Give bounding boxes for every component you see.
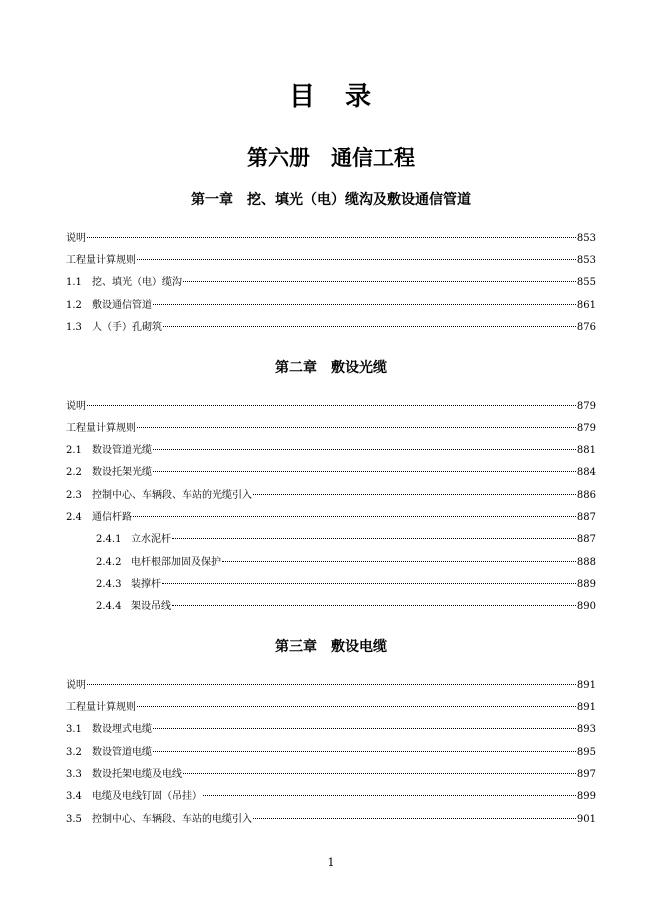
toc-entry-label: 数设管道光缆: [92, 445, 152, 456]
toc-entry-label: 数设埋式电缆: [92, 724, 152, 735]
toc-entry-page: 889: [576, 579, 596, 590]
dot-leader: [153, 449, 576, 450]
toc-entry-label: 说明: [66, 401, 86, 412]
toc-entry-page: 901: [576, 814, 596, 825]
toc-entry-number: 2.3: [66, 490, 82, 501]
toc-entry-page: 897: [576, 769, 596, 780]
toc-entry-number: 3.2: [66, 747, 82, 758]
page-number: 1: [327, 856, 335, 869]
dot-leader: [172, 605, 576, 606]
dot-leader: [87, 237, 576, 238]
toc-entry-label: 数设托架电缆及电线: [92, 769, 182, 780]
dot-leader: [137, 706, 576, 707]
toc-entry-page: 887: [576, 534, 596, 545]
toc-entry-page: 890: [576, 601, 596, 612]
dot-leader: [87, 405, 576, 406]
dot-leader: [253, 494, 576, 495]
toc-subentry[interactable]: [96, 531, 596, 549]
toc-entry-number: 3.1: [66, 724, 82, 735]
toc-entry-number: 3.4: [66, 791, 82, 802]
toc-entry-number: 2.1: [66, 445, 82, 456]
toc-entry-label: 挖、填光（电）缆沟: [92, 277, 182, 288]
toc-entry-number: 1.1: [66, 277, 82, 288]
dot-leader: [153, 728, 576, 729]
toc-entry-label: 说明: [66, 233, 86, 244]
toc-entry[interactable]: [66, 766, 596, 784]
toc-entry-number: 1.2: [66, 300, 82, 311]
toc-entry-number: 2.2: [66, 467, 82, 478]
toc-entry-number: 2.4.2: [96, 557, 122, 568]
toc-subentry[interactable]: [96, 598, 596, 616]
toc-entry[interactable]: [66, 677, 596, 695]
toc-entry-page: 886: [576, 490, 596, 501]
toc-entry-label: 控制中心、车辆段、车站的光缆引入: [92, 490, 252, 501]
toc-entry-label: 立水泥杆: [131, 534, 171, 545]
toc-entry-page: 884: [576, 467, 596, 478]
toc-entry-label: 数设管道电缆: [92, 747, 152, 758]
toc-entry-label: 电杆根部加固及保护: [131, 557, 221, 568]
toc-entry-number: 3.5: [66, 814, 82, 825]
toc-entry[interactable]: [66, 319, 596, 337]
toc-entry[interactable]: [66, 420, 596, 438]
dot-leader: [87, 684, 576, 685]
toc-entry[interactable]: [66, 744, 596, 762]
toc-entry-page: 881: [576, 445, 596, 456]
toc-subentry[interactable]: [96, 576, 596, 594]
toc-entry-page: 861: [576, 300, 596, 311]
toc-entry-page: 893: [576, 724, 596, 735]
dot-leader: [183, 773, 576, 774]
toc-entry-label: 工程量计算规则: [66, 702, 136, 713]
toc-entry-page: 891: [576, 702, 596, 713]
dot-leader: [162, 583, 576, 584]
toc-entry-label: 工程量计算规则: [66, 255, 136, 266]
toc-entry-label: 通信杆路: [92, 512, 132, 523]
toc-entry-page: 891: [576, 680, 596, 691]
dot-leader: [222, 561, 576, 562]
dot-leader: [137, 259, 576, 260]
toc-entry[interactable]: [66, 464, 596, 482]
page-title: 目 录: [288, 82, 373, 112]
toc-entry[interactable]: [66, 788, 596, 806]
toc-entry[interactable]: [66, 487, 596, 505]
dot-leader: [163, 326, 576, 327]
toc-entry-page: 876: [576, 322, 596, 333]
toc-entry-number: 3.3: [66, 769, 82, 780]
toc-entry-number: 2.4.3: [96, 579, 122, 590]
toc-entry[interactable]: [66, 509, 596, 527]
dot-leader: [153, 304, 576, 305]
toc-entry-label: 工程量计算规则: [66, 423, 136, 434]
toc-entry-label: 敷设通信管道: [92, 300, 152, 311]
toc-entry-label: 说明: [66, 680, 86, 691]
toc-entry-label: 控制中心、车辆段、车站的电缆引入: [92, 814, 252, 825]
dot-leader: [203, 795, 576, 796]
toc-entry[interactable]: [66, 811, 596, 829]
chapter-2-title: 第二章 敷设光缆: [275, 360, 387, 376]
toc-subentry[interactable]: [96, 554, 596, 572]
toc-entry-number: 2.4: [66, 512, 82, 523]
toc-entry-label: 电缆及电线钉固（吊挂）: [92, 791, 202, 802]
toc-entry[interactable]: [66, 252, 596, 270]
toc-entry-page: 855: [576, 277, 596, 288]
toc-entry[interactable]: [66, 442, 596, 460]
toc-entry-number: 2.4.1: [96, 534, 122, 545]
dot-leader: [172, 538, 576, 539]
toc-entry-label: 数设托架光缆: [92, 467, 152, 478]
dot-leader: [137, 427, 576, 428]
toc-entry-page: 853: [576, 255, 596, 266]
toc-entry-page: 895: [576, 747, 596, 758]
dot-leader: [253, 818, 576, 819]
toc-entry[interactable]: [66, 297, 596, 315]
toc-entry-label: 装撑杆: [131, 579, 161, 590]
toc-entry[interactable]: [66, 721, 596, 739]
toc-entry-page: 853: [576, 233, 596, 244]
book-title: 第六册 通信工程: [247, 146, 415, 170]
dot-leader: [153, 471, 576, 472]
dot-leader: [183, 281, 576, 282]
toc-entry[interactable]: [66, 230, 596, 248]
toc-entry-page: 899: [576, 791, 596, 802]
chapter-3-title: 第三章 敷设电缆: [275, 639, 387, 655]
toc-entry[interactable]: [66, 699, 596, 717]
toc-entry-page: 879: [576, 423, 596, 434]
dot-leader: [153, 751, 576, 752]
toc-entry-number: 2.4.4: [96, 601, 122, 612]
dot-leader: [133, 516, 576, 517]
toc-entry-number: 1.3: [66, 322, 82, 333]
toc-entry-page: 888: [576, 557, 596, 568]
toc-entry[interactable]: [66, 398, 596, 416]
chapter-1-title: 第一章 挖、填光（电）缆沟及敷设通信管道: [191, 192, 471, 208]
toc-entry-page: 887: [576, 512, 596, 523]
toc-entry-label: 架设吊线: [131, 601, 171, 612]
toc-entry-page: 879: [576, 401, 596, 412]
toc-entry[interactable]: [66, 274, 596, 292]
toc-entry-label: 人（手）孔砌筑: [92, 322, 162, 333]
